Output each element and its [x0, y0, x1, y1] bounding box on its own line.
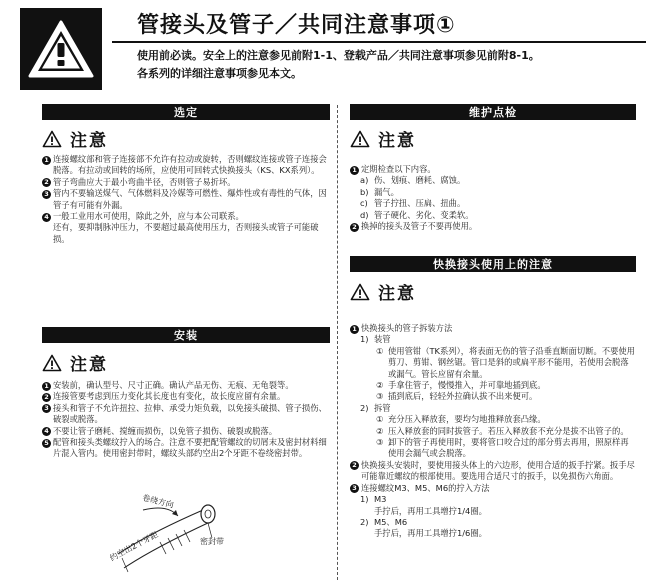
selection-item-4: [42, 211, 332, 222]
subtitle-line-1: 使用前必读。安全上的注意参见前附1-1、登载产品／共同注意事项参见前附8-1。: [137, 49, 540, 62]
attach-heading: 1) 装管: [360, 334, 391, 345]
attach-step-1: ① 使用管钳（TK系列），将表面无伤的管子沿垂直断面切断。不要使用剪刀、剪钳、钢丝锯。管口是斜的或扁平形不能用，若使用会脱落或漏气。管长应留有余量。: [376, 345, 635, 379]
item-text: 不要让管子磨耗、搅缠而损伤，以免管子损伤、破裂或脱落。: [53, 425, 278, 436]
item-text: 配管和接头类螺纹拧入的场合。注意不要把配管螺纹的切屑末及密封材料细片混入管内。使用密封带时，螺纹头部约空出2个牙距不卷绕密封带。: [53, 437, 327, 459]
item-text: 管子弯曲应大于最小弯曲半径，否则管子易折坏。: [53, 176, 236, 187]
section-bar-install: 安装: [42, 327, 330, 343]
thread-m5-m6-desc: 手拧后，再用工具增拧1/6圈。: [374, 528, 487, 539]
caution-triangle-icon: [350, 283, 370, 301]
maintenance-sub-b: b) 漏气。: [360, 186, 399, 197]
remove-step-2: ② 压入释放套的同时拔管子。若压入释放套不充分是拔不出管子的。: [376, 425, 629, 436]
item-text: 连接螺纹部和管子连接部不允许有拉动或旋转，否则螺纹连接或管子连接会脱落。有拉动或回转的场所，应使用可回转式快换接头（KS、KX系列）。: [53, 154, 327, 176]
remove-step-3: ③ 卸下的管子再使用时，要将管口咬合过的部分剪去再用，照原样再使用会漏气或会脱落。: [376, 437, 629, 459]
winding-direction-label: 卷绕方向: [141, 493, 175, 510]
item-text: 安装前，确认型号、尺寸正确。确认产品无伤、无痕、无龟裂等。: [53, 380, 294, 390]
item-text: 定期检查以下内容。: [361, 164, 436, 174]
caution-triangle-icon: [42, 130, 62, 148]
selection-body: [42, 154, 332, 245]
remove-step-1: ① 充分压入释放套，要均匀地推释放套凸缘。: [376, 414, 546, 425]
quick-item-1: [350, 323, 636, 334]
item-number-badge: 3: [350, 484, 359, 493]
item-number-badge: 1: [42, 156, 51, 165]
item-number-badge: 2: [42, 178, 51, 187]
quick-fitting-body: [350, 323, 636, 540]
selection-note: 还有，要抑制脉冲压力，不要超过最高使用压力，否则接头或管子可能破损。: [53, 222, 319, 244]
caution-heading-quick-fitting: [350, 279, 416, 304]
item-number-badge: 1: [350, 325, 359, 334]
title-rule: [112, 41, 646, 43]
caution-heading-selection: [42, 126, 108, 151]
quick-item-3: [350, 483, 636, 494]
install-body: [42, 380, 332, 460]
install-item-1: [42, 380, 332, 391]
caution-label: 注意: [378, 131, 416, 151]
caution-heading-install: [42, 350, 108, 375]
selection-item-2: [42, 177, 332, 188]
selection-item-1: [42, 154, 332, 177]
install-item-2: [42, 391, 332, 402]
section-bar-maintenance: 维护点检: [350, 104, 636, 120]
caution-triangle-icon: [42, 354, 62, 372]
item-text: 快换接头的管子拆装方法: [361, 323, 453, 333]
item-number-badge: 5: [42, 439, 51, 448]
maintenance-item-1: [350, 164, 636, 175]
page-title: 管接头及管子／共同注意事项①: [137, 13, 456, 38]
caution-triangle-icon: [350, 130, 370, 148]
install-item-5: [42, 437, 332, 460]
thread-m3: 1) M3: [360, 494, 387, 505]
thread-m5-m6: 2) M5、M6: [360, 516, 408, 527]
warning-triangle-icon: [27, 19, 95, 79]
item-number-badge: 2: [350, 223, 359, 232]
maintenance-sub-c: c) 管子拧扭、压扁、扭曲。: [360, 198, 466, 209]
maintenance-body: [350, 164, 636, 232]
section-bar-quick-fitting: 快换接头使用上的注意: [350, 256, 636, 272]
section-bar-selection: 选定: [42, 104, 330, 120]
page-header: [0, 0, 668, 100]
page-subtitle: [137, 47, 540, 83]
item-number-badge: 1: [350, 166, 359, 175]
item-text: 管内不要输送煤气、气体燃料及冷媒等可燃性、爆炸性或有毒性的气体，因管子有可能有外漏。: [53, 188, 327, 210]
item-number-badge: 3: [42, 404, 51, 413]
item-number-badge: 2: [350, 461, 359, 470]
item-number-badge: 3: [42, 190, 51, 199]
seal-tape-diagram: [108, 492, 238, 582]
selection-item-3: [42, 188, 332, 211]
attach-step-3: ③ 插到底后，轻轻外拉确认拔不出来便可。: [376, 391, 538, 402]
item-text: 连接螺纹M3、M5、M6的拧入方法: [361, 482, 490, 493]
item-number-badge: 4: [42, 427, 51, 436]
maintenance-sub-d: d) 管子硬化、劣化、变柔软。: [360, 209, 474, 220]
item-number-badge: 2: [42, 393, 51, 402]
caution-label: 注意: [378, 284, 416, 304]
maintenance-item-2: [350, 221, 636, 232]
maintenance-sub-a: a) 伤、划痕、磨耗、腐蚀。: [360, 175, 466, 186]
caution-heading-maintenance: [350, 126, 416, 151]
seal-tape-label: 密封带: [200, 537, 224, 546]
item-text: 接头和管子不允许扭拉、拉伸、承受力矩负载，以免接头破损、管子损伤、破裂或脱落。: [53, 402, 327, 425]
column-divider: [337, 105, 338, 580]
quick-item-2: [350, 460, 636, 483]
caution-label: 注意: [70, 355, 108, 375]
remove-heading: 2) 拆管: [360, 402, 391, 413]
thread-m3-desc: 手拧后，再用工具增拧1/4圈。: [374, 505, 487, 516]
item-text: 连接管要考虑到压力变化其长度也有变化，故长度应留有余量。: [53, 391, 286, 402]
item-text: 快换接头安装时，要使用接头体上的六边形，使用合适的扳手拧紧。扳手尽可能靠近螺纹的根部使用。要选用合适尺寸的扳手，以免损伤六角面。: [361, 459, 635, 482]
item-number-badge: 1: [42, 382, 51, 391]
install-item-4: [42, 426, 332, 437]
item-number-badge: 4: [42, 213, 51, 222]
subtitle-line-2: 各系列的详细注意事项参见本文。: [137, 67, 302, 80]
thread-gap-label: 约空出2个牙距: [108, 529, 160, 563]
item-text: 换掉的接头及管子不要再使用。: [361, 221, 478, 232]
caution-label: 注意: [70, 131, 108, 151]
item-text: 一般工业用水可使用，除此之外，应与本公司联系。: [53, 211, 244, 222]
attach-step-2: ② 手拿住管子，慢慢推入，并可靠地插到底。: [376, 380, 546, 391]
warning-sign: [20, 8, 102, 90]
install-item-3: [42, 403, 332, 426]
